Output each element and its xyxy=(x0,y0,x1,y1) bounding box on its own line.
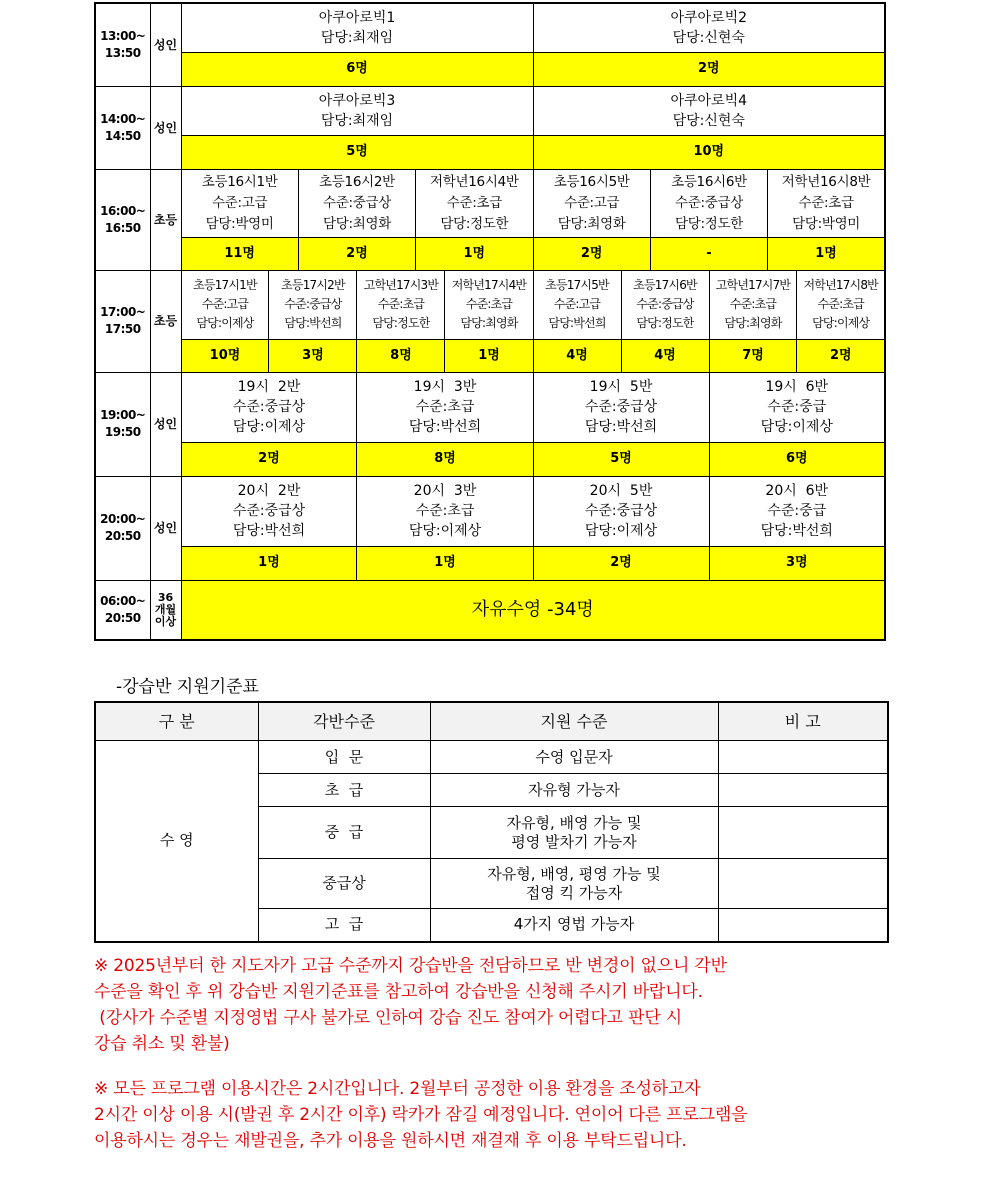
support-line: 접영 킥 가능자 xyxy=(525,883,623,902)
support-cell xyxy=(430,909,718,942)
support-cell xyxy=(430,859,718,909)
class-info-line: 아쿠아로빅4 xyxy=(670,92,748,109)
enrollment-count: 6명 xyxy=(181,52,533,86)
class-info-line: 19시 2반 xyxy=(237,379,301,395)
time-line: 06:00~ xyxy=(100,593,146,608)
class-info-line: 수준:초급 xyxy=(817,297,864,311)
session-count-row xyxy=(95,442,885,476)
class-info-cell xyxy=(709,476,885,546)
session-count-row xyxy=(95,546,885,580)
class-info-line: 담당:이제상 xyxy=(196,316,254,330)
enrollment-count: 2명 xyxy=(298,237,415,270)
class-info-line: 담당:최영화 xyxy=(724,316,782,330)
level-cell: 고 급 xyxy=(258,909,430,942)
group-line: 성인 xyxy=(153,37,178,52)
enrollment-count: 4명 xyxy=(621,339,709,372)
session-class-row xyxy=(95,86,885,135)
class-info-line: 수준:중급상 xyxy=(636,297,694,311)
class-info-line: 아쿠아로빅1 xyxy=(318,9,396,26)
class-schedule-table xyxy=(94,2,886,641)
class-info-line: 담당:이제상 xyxy=(760,419,833,435)
class-info-line: 수준:초급 xyxy=(415,399,475,415)
support-cell xyxy=(430,807,718,859)
level-cell: 입 문 xyxy=(258,741,430,774)
class-info-line: 수준:중급 xyxy=(767,399,827,415)
class-info-line: 수준:초급 xyxy=(798,194,854,211)
class-info-line: 저학년17시4반 xyxy=(451,278,527,292)
note-cell xyxy=(718,909,888,942)
class-info-line: 담당:정도한 xyxy=(636,316,694,330)
group-line: 초등 xyxy=(153,212,178,227)
session-time xyxy=(95,3,150,86)
class-info-line: 담당:이제상 xyxy=(232,419,306,435)
class-info-line: 저학년17시8반 xyxy=(803,278,878,292)
class-info-line: 담당:정도한 xyxy=(440,215,509,232)
session-time xyxy=(95,372,150,476)
header-support: 지원 수준 xyxy=(430,702,718,741)
class-info-line: 수준:고급 xyxy=(201,297,249,311)
time-line: 13:00~ xyxy=(100,28,146,43)
class-info-line: 담당:정도한 xyxy=(372,316,430,330)
session-count-row xyxy=(95,135,885,169)
support-line: 평영 발차기 가능자 xyxy=(511,832,637,851)
session-count-row xyxy=(95,52,885,86)
class-info-line: 담당:박선희 xyxy=(232,523,306,539)
group-line: 성인 xyxy=(153,120,178,135)
support-line: 자유형, 배영 가능 및 xyxy=(506,813,642,832)
enrollment-count: 1명 xyxy=(768,237,885,270)
note-cell xyxy=(718,807,888,859)
time-line: 17:00~ xyxy=(100,305,146,319)
class-info-line: 담당:최영화 xyxy=(460,316,518,330)
class-info-cell xyxy=(533,476,709,546)
free-swim-time xyxy=(95,580,150,640)
session-time xyxy=(95,169,150,270)
note-cell xyxy=(718,859,888,909)
time-line: 17:50 xyxy=(104,322,141,336)
enrollment-count: 1명 xyxy=(181,546,357,580)
session-time xyxy=(95,270,150,372)
class-info-cell xyxy=(533,86,885,135)
free-swim-label: 자유수영 -34명 xyxy=(181,580,885,640)
class-info-line: 담당:이제상 xyxy=(408,523,482,539)
enrollment-count: 6명 xyxy=(709,442,885,476)
enrollment-count: 8명 xyxy=(357,339,445,372)
class-info-line: 담당:최재임 xyxy=(320,112,394,129)
notice-line: 이용하시는 경우는 재발권을, 추가 이용을 원하시면 재결재 후 이용 부탁드립니다. xyxy=(94,1131,687,1151)
enrollment-count: 11명 xyxy=(181,237,298,270)
session-class-row xyxy=(95,169,885,237)
header-category: 구 분 xyxy=(95,702,258,741)
class-info-line: 담당:정도한 xyxy=(675,215,743,232)
class-info-line: 담당:최영화 xyxy=(557,215,626,232)
enrollment-count: 2명 xyxy=(533,52,885,86)
class-info-line: 담당:신현숙 xyxy=(672,112,745,129)
class-info-line: 수준:중급상 xyxy=(584,503,658,519)
enrollment-count: 2명 xyxy=(533,237,650,270)
enrollment-count: 7명 xyxy=(709,339,797,372)
class-info-line: 초등17시1반 xyxy=(193,278,257,292)
session-class-row xyxy=(95,476,885,546)
notice-line: (강사가 수준별 지정영법 구사 불가로 인하여 강습 진도 참여가 어렵다고 판단 시 xyxy=(94,1008,682,1028)
support-line: 4가지 영법 가능자 xyxy=(513,915,635,934)
enrollment-count: 8명 xyxy=(357,442,533,476)
class-info-line: 수준:중급상 xyxy=(322,194,391,211)
class-info-line: 담당:최재임 xyxy=(320,29,394,46)
class-info-line: 담당:박선희 xyxy=(408,419,482,435)
level-cell: 중 급 xyxy=(258,807,430,859)
class-info-line: 19시 6반 xyxy=(765,379,829,395)
class-info-line: 수준:중급상 xyxy=(584,399,658,415)
class-info-line: 담당:이제상 xyxy=(584,523,658,539)
standard-table-title: -강습반 지원기준표 xyxy=(116,677,259,697)
class-info-line: 19시 5반 xyxy=(589,379,653,395)
level-cell: 초 급 xyxy=(258,774,430,807)
class-info-cell xyxy=(709,372,885,442)
group-line: 이상 xyxy=(154,614,177,628)
class-info-line: 아쿠아로빅2 xyxy=(670,9,748,26)
session-group xyxy=(150,270,181,372)
class-info-cell xyxy=(533,270,621,339)
class-info-cell xyxy=(181,86,533,135)
group-line: 36 xyxy=(157,590,174,604)
class-info-cell xyxy=(269,270,357,339)
class-info-line: 담당:박영미 xyxy=(792,215,861,232)
class-info-line: 저학년16시8반 xyxy=(781,173,871,190)
class-info-cell xyxy=(650,169,767,237)
class-info-line: 20시 5반 xyxy=(589,483,653,499)
class-info-line: 담당:박선희 xyxy=(584,419,658,435)
session-class-row xyxy=(95,270,885,339)
notice-line: ※ 모든 프로그램 이용시간은 2시간입니다. 2월부터 공정한 이용 환경을 조성하고자 xyxy=(94,1079,701,1099)
class-info-line: 저학년16시4반 xyxy=(430,173,519,190)
group-line: 성인 xyxy=(153,521,178,535)
class-info-line: 수준:초급 xyxy=(446,194,502,211)
class-info-line: 수준:중급상 xyxy=(675,194,743,211)
notice-usage-time xyxy=(94,1076,904,1154)
support-cell xyxy=(430,741,718,774)
notice-line: 2시간 이상 이용 시(발권 후 2시간 이후) 락카가 잠길 예정입니다. 연이어 다른 프로그램을 xyxy=(94,1105,748,1125)
enrollment-count: 4명 xyxy=(533,339,621,372)
class-info-line: 담당:박영미 xyxy=(205,215,274,232)
class-info-line: 고학년17시7반 xyxy=(715,278,791,292)
class-info-cell xyxy=(533,169,650,237)
class-info-line: 수준:중급상 xyxy=(232,503,306,519)
time-line: 20:00~ xyxy=(100,512,146,526)
class-info-line: 담당:박선희 xyxy=(284,316,342,330)
class-info-line: 수준:고급 xyxy=(564,194,620,211)
class-info-cell xyxy=(445,270,533,339)
header-level: 각반수준 xyxy=(258,702,430,741)
session-group xyxy=(150,86,181,169)
standard-header-row xyxy=(95,702,888,741)
enrollment-count: 2명 xyxy=(181,442,357,476)
time-line: 19:00~ xyxy=(100,408,146,422)
enrollment-count: 1명 xyxy=(357,546,533,580)
free-swim-row xyxy=(95,580,885,640)
class-info-cell xyxy=(298,169,415,237)
enrollment-count: 1명 xyxy=(445,339,533,372)
enrollment-count: 2명 xyxy=(797,339,885,372)
class-info-cell xyxy=(357,270,445,339)
note-cell xyxy=(718,774,888,807)
class-info-line: 20시 3반 xyxy=(413,483,477,499)
level-cell: 중급상 xyxy=(258,859,430,909)
category-cell: 수 영 xyxy=(95,741,258,942)
time-line: 14:00~ xyxy=(100,111,146,126)
free-swim-group xyxy=(150,580,181,640)
support-standard-table xyxy=(94,701,889,943)
class-info-cell xyxy=(797,270,885,339)
class-info-line: 초등16시5반 xyxy=(553,173,630,190)
time-line: 16:00~ xyxy=(100,203,146,218)
time-line: 14:50 xyxy=(104,128,141,143)
support-line: 자유형, 배영, 평영 가능 및 xyxy=(487,864,661,883)
class-info-cell xyxy=(416,169,533,237)
class-info-line: 19시 3반 xyxy=(413,379,477,395)
support-line: 자유형 가능자 xyxy=(528,780,620,799)
enrollment-count: 10명 xyxy=(533,135,885,169)
time-line: 20:50 xyxy=(104,610,141,625)
session-count-row xyxy=(95,237,885,270)
enrollment-count: - xyxy=(650,237,767,270)
session-group xyxy=(150,169,181,270)
enrollment-count: 5명 xyxy=(533,442,709,476)
class-info-line: 초등16시6반 xyxy=(671,173,747,190)
class-info-line: 20시 6반 xyxy=(765,483,829,499)
class-info-line: 수준:고급 xyxy=(212,194,268,211)
support-line: 수영 입문자 xyxy=(535,747,613,766)
group-line: 초등 xyxy=(153,314,178,328)
class-info-cell xyxy=(181,169,298,237)
class-info-cell xyxy=(181,372,357,442)
class-info-line: 아쿠아로빅3 xyxy=(318,92,396,109)
class-info-cell xyxy=(181,476,357,546)
class-info-line: 초등16시2반 xyxy=(319,173,395,190)
group-line: 성인 xyxy=(153,417,178,431)
session-time xyxy=(95,86,150,169)
class-info-line: 수준:중급상 xyxy=(284,297,342,311)
note-cell xyxy=(718,741,888,774)
time-line: 16:50 xyxy=(104,220,141,235)
enrollment-count: 10명 xyxy=(181,339,269,372)
class-info-line: 담당:박선희 xyxy=(760,523,833,539)
class-info-cell xyxy=(357,476,533,546)
session-group xyxy=(150,3,181,86)
notice-line: ※ 2025년부터 한 지도자가 고급 수준까지 강습반을 전담하므로 반 변경이 없으니 각반 xyxy=(94,956,727,976)
time-line: 19:50 xyxy=(104,425,141,439)
session-group xyxy=(150,476,181,580)
class-info-cell xyxy=(768,169,885,237)
notice-line: 수준을 확인 후 위 강습반 지원기준표를 참고하여 강습반을 신청해 주시기 바랍니다. xyxy=(94,982,703,1002)
notice-line: 강습 취소 및 환불) xyxy=(94,1034,230,1054)
class-info-line: 고학년17시3반 xyxy=(363,278,439,292)
class-info-cell xyxy=(357,372,533,442)
class-info-line: 수준:중급상 xyxy=(232,399,306,415)
class-info-line: 초등16시1반 xyxy=(201,173,278,190)
class-info-line: 담당:최영화 xyxy=(322,215,391,232)
enrollment-count: 3명 xyxy=(709,546,885,580)
session-count-row xyxy=(95,339,885,372)
session-class-row xyxy=(95,372,885,442)
standard-row xyxy=(95,741,888,774)
class-info-line: 수준:중급 xyxy=(767,503,827,519)
class-info-line: 담당:박선희 xyxy=(548,316,606,330)
time-line: 20:50 xyxy=(104,529,141,543)
class-info-cell xyxy=(533,372,709,442)
class-info-cell xyxy=(181,3,533,52)
session-time xyxy=(95,476,150,580)
class-info-cell xyxy=(181,270,269,339)
class-info-line: 수준:초급 xyxy=(377,297,425,311)
time-line: 13:50 xyxy=(104,45,141,60)
class-info-line: 담당:이제상 xyxy=(812,316,870,330)
enrollment-count: 1명 xyxy=(416,237,533,270)
enrollment-count: 2명 xyxy=(533,546,709,580)
support-cell xyxy=(430,774,718,807)
class-info-line: 수준:초급 xyxy=(415,503,475,519)
enrollment-count: 5명 xyxy=(181,135,533,169)
session-group xyxy=(150,372,181,476)
enrollment-count: 3명 xyxy=(269,339,357,372)
class-info-cell xyxy=(533,3,885,52)
header-note: 비 고 xyxy=(718,702,888,741)
class-info-cell xyxy=(621,270,709,339)
class-info-line: 초등17시5반 xyxy=(545,278,609,292)
class-info-line: 20시 2반 xyxy=(237,483,301,499)
class-info-line: 수준:고급 xyxy=(553,297,601,311)
class-info-line: 초등17시2반 xyxy=(281,278,345,292)
group-line: 개월 xyxy=(154,602,177,616)
session-class-row xyxy=(95,3,885,52)
notice-refund-policy xyxy=(94,953,904,1057)
class-info-line: 담당:신현숙 xyxy=(672,29,745,46)
class-info-line: 수준:초급 xyxy=(465,297,513,311)
class-info-cell xyxy=(709,270,797,339)
class-info-line: 수준:초급 xyxy=(729,297,777,311)
class-info-line: 초등17시6반 xyxy=(633,278,697,292)
